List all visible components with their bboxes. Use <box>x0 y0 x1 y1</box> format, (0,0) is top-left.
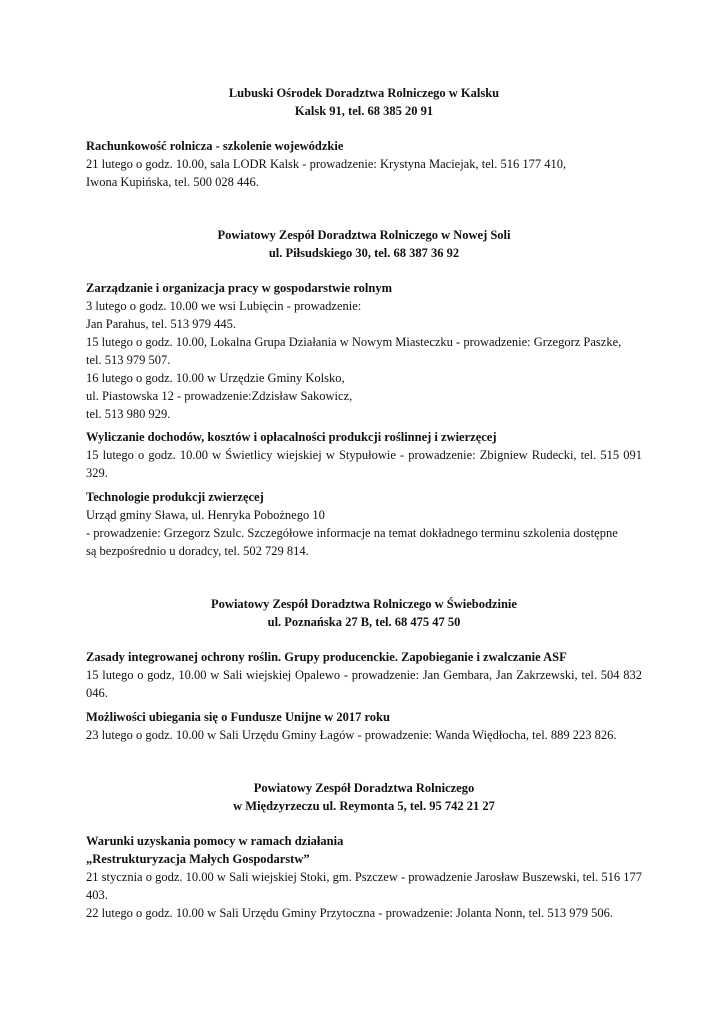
training-title: Możliwości ubiegania się o Fundusze Unijne w 2017 roku <box>86 710 390 724</box>
training-title: Technologie produkcji zwierzęcej <box>86 490 264 504</box>
training-title: Zasady integrowanej ochrony roślin. Grupy producenckie. Zapobieganie i zwalczanie ASF <box>86 650 567 664</box>
header-line: w Międzyrzeczu ul. Reymonta 5, tel. 95 742 21 27 <box>233 799 495 813</box>
section-header <box>86 595 642 631</box>
header-line: Kalsk 91, tel. 68 385 20 91 <box>294 104 434 118</box>
training-detail: - prowadzenie: Grzegorz Szulc. Szczegółowe informacje na temat dokładnego terminu szkolenia dostępne <box>86 526 618 540</box>
document-page <box>86 84 642 922</box>
training-detail: 23 lutego o godz. 10.00 w Sali Urzędu Gminy Łagów - prowadzenie: Wanda Więdłocha, tel. 889 223 826. <box>86 728 617 742</box>
section-kalsk <box>86 84 642 191</box>
section-header <box>86 84 642 120</box>
training-detail: Jan Parahus, tel. 513 979 445. <box>86 317 236 331</box>
training-title-continued: „Restrukturyzacja Małych Gospodarstw” <box>86 852 310 866</box>
header-line: Powiatowy Zespół Doradztwa Rolniczego w Nowej Soli <box>217 228 511 242</box>
training-title: Wyliczanie dochodów, kosztów i opłacalności produkcji roślinnej i zwierzęcej <box>86 430 497 444</box>
section-header <box>86 226 642 262</box>
training-title: Warunki uzyskania pomocy w ramach działania <box>86 834 344 848</box>
header-line: ul. Poznańska 27 B, tel. 68 475 47 50 <box>267 615 461 629</box>
training-title: Rachunkowość rolnicza - szkolenie wojewódzkie <box>86 139 344 153</box>
section-nowa-sol <box>86 226 642 560</box>
training-detail: 16 lutego o godz. 10.00 w Urzędzie Gminy Kolsko, <box>86 371 345 385</box>
header-line: ul. Piłsudskiego 30, tel. 68 387 36 92 <box>268 246 460 260</box>
training-detail: 15 lutego o godz, 10.00 w Sali wiejskiej Opalewo - prowadzenie: Jan Gembara, Jan Zakrzewski, tel. 504 832 046. <box>86 668 642 700</box>
training-detail: 15 lutego o godz. 10.00, Lokalna Grupa Działania w Nowym Miasteczku - prowadzenie: Grzegorz Paszke, <box>86 335 622 349</box>
training-detail: 22 lutego o godz. 10.00 w Sali Urzędu Gminy Przytoczna - prowadzenie: Jolanta Nonn, tel. 513 979 506. <box>86 906 613 920</box>
section-miedzyrzecz <box>86 779 642 922</box>
training-detail: ul. Piastowska 12 - prowadzenie:Zdzisław Sakowicz, <box>86 389 353 403</box>
header-line: Lubuski Ośrodek Doradztwa Rolniczego w Kalsku <box>228 86 500 100</box>
training-detail: tel. 513 980 929. <box>86 407 171 421</box>
training-detail: są bezpośrednio u doradcy, tel. 502 729 814. <box>86 544 309 558</box>
training-detail: Urząd gminy Sława, ul. Henryka Pobożnego 10 <box>86 508 325 522</box>
training-detail: tel. 513 979 507. <box>86 353 171 367</box>
header-line: Powiatowy Zespół Doradztwa Rolniczego w Świebodzinie <box>211 597 517 611</box>
header-line: Powiatowy Zespół Doradztwa Rolniczego <box>253 781 475 795</box>
training-detail: 21 lutego o godz. 10.00, sala LODR Kalsk - prowadzenie: Krystyna Maciejak, tel. 516 177 410, <box>86 157 567 171</box>
training-detail: 21 stycznia o godz. 10.00 w Sali wiejskiej Stoki, gm. Pszczew - prowadzenie Jarosław Buszewski, tel. 516 177 403. <box>86 870 642 902</box>
training-title: Zarządzanie i organizacja pracy w gospodarstwie rolnym <box>86 281 392 295</box>
training-detail: 3 lutego o godz. 10.00 we wsi Lubięcin - prowadzenie: <box>86 299 362 313</box>
training-detail: Iwona Kupińska, tel. 500 028 446. <box>86 175 259 189</box>
section-swiebodzin <box>86 595 642 744</box>
training-detail: 15 lutego o godz. 10.00 w Świetlicy wiejskiej w Stypułowie - prowadzenie: Zbigniew Rudecki, tel. 515 091 329. <box>86 448 642 480</box>
section-header <box>86 779 642 815</box>
